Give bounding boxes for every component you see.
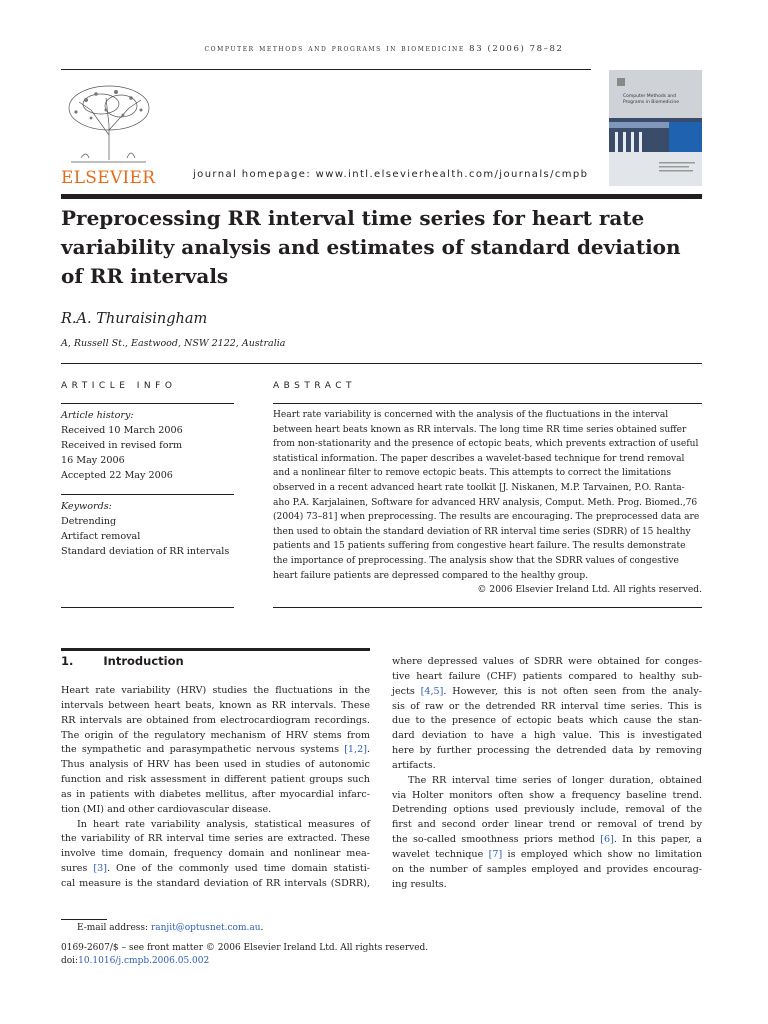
citation-link[interactable]: [6] [600,834,614,846]
title-line: of RR intervals [61,264,229,288]
body-line [392,848,702,863]
abstract-line: observed in a recent advanced heart rate toolkit [J. Niskanen, M.P. Tarvainen, P.O. Ranta- [273,482,685,493]
title-top-rule [61,194,702,199]
footnote-email [61,923,263,933]
keywords-rule [61,494,234,495]
history-item: Accepted 22 May 2006 [61,470,173,481]
citation-link[interactable]: [4,5] [420,685,444,697]
history-item: Received 10 March 2006 [61,425,183,436]
running-head: computer methods and programs in biomedicine 83 (2006) 78–82 [204,44,564,54]
author-name: R.A. Thuraisingham [61,311,208,327]
body-text: . One of the commonly used time domain statisti- [106,863,370,875]
body-line: due to the presence of ectopic beats which cause the stan- [392,715,702,727]
abstract-line: the importance of preprocessing. The analysis show that the SDRR values of congestive [273,555,679,566]
abstract-heading-rule [273,403,702,404]
doi-label: doi: [61,956,79,966]
citation-link[interactable]: [1,2] [344,744,367,756]
body-text: wavelet technique [392,848,489,860]
body-line: via Holter monitors often show a frequency baseline trend. [392,789,702,801]
doi-link[interactable]: 10.1016/j.cmpb.2006.05.002 [78,956,210,966]
keyword-item: Artifact removal [61,531,141,542]
body-line: Detrending options used previously include, removal of the [392,804,702,816]
section-rule [61,648,370,651]
body-line: where depressed values of SDRR were obtained for conges- [392,656,702,667]
article-history [61,408,236,483]
abstract-line: and a nonlinear filter to remove ectopic beats. This attempts to correct the limitations [273,468,671,479]
abstract-text [273,408,702,598]
body-line: tion (MI) and other cardiovascular disease. [61,803,272,815]
abstract-line: heart failure patients are depressed compared to the healthy group. [273,570,589,581]
citation-link[interactable]: [3] [93,863,107,875]
body-line: Thus analysis of HRV has been used in studies of autonomic [61,759,370,771]
body-text: . In this paper, a [613,834,702,846]
body-text: the sympathetic and parasympathetic nervous systems [61,744,345,756]
cover-title: Computer Methods and Programs in Biomedicine [623,94,679,105]
abstract-line: aho P.A. Karjalainen, Software for advanced HRV analysis, Comput. Meth. Prog. Biomed.,76 [273,497,698,508]
journal-homepage[interactable]: journal homepage: www.intl.elsevierhealth.com/journals/cmpb [193,169,589,180]
body-line [392,685,702,700]
intro-left-column [61,684,370,892]
elsevier-tree-logo [61,80,156,170]
info-top-rule [61,363,702,364]
body-line: first and second order linear trend or removal of trend by [392,819,702,831]
section-heading [61,654,184,668]
body-text: is employed which show no limitation [502,848,702,860]
history-item: Received in revised form [61,440,183,451]
body-line: The RR interval time series of longer duration, obtained [408,774,702,786]
body-line: The origin of the regulatory mechanism of HRV stems from [61,729,370,741]
abstract-line: then used to obtain the standard deviation of RR interval time series (SDRR) of 15 healthy [273,526,691,537]
header-rule [61,69,591,70]
footnote-rule [61,919,107,920]
email-label: E-mail address: [77,923,151,933]
body-line: intervals between heart beats, known as RR intervals. These [61,699,370,711]
keywords-label: Keywords: [61,501,112,512]
doi-line [61,956,209,966]
publisher-name: ELSEVIER [61,168,156,188]
article-info-heading: ARTICLE INFO [61,381,177,391]
keyword-item: Standard deviation of RR intervals [61,546,230,557]
body-line: involve time domain, frequency domain and nonlinear mea- [61,848,370,860]
info-bottom-rule [61,607,234,608]
body-line: tive heart failure (CHF) patients compared to healthy sub- [392,670,702,682]
body-line: cal measure is the standard deviation of RR intervals (SDRR), [61,877,370,889]
email-link[interactable]: ranjit@optusnet.com.au [150,923,261,933]
title-line: variability analysis and estimates of standard deviation [61,235,681,259]
history-label: Article history: [61,410,134,421]
issn-line: 0169-2607/$ – see front matter © 2006 Elsevier Ireland Ltd. All rights reserved. [61,943,429,953]
body-line: the variability of RR interval time series are extracted. These [61,833,370,845]
body-line: Heart rate variability (HRV) studies the fluctuations in the [61,685,370,696]
keywords [61,499,236,559]
body-line: the sympathetic and parasympathetic nervous systems [1,2]. [61,744,370,756]
info-heading-rule [61,403,234,404]
abstract-heading: ABSTRACT [273,381,357,391]
abstract-line: patients and 15 patients suffering from congestive heart failure. The results demonstrate [273,541,686,552]
body-line: dard deviation to have a high value. This is investigated [392,730,702,742]
body-line: on the number of samples employed and provides encourag- [392,863,702,875]
abstract-line: between heart beats known as RR intervals. The long time RR time series obtained suffer [273,424,687,435]
body-line: here by further processing the detrended data by removing [392,745,702,757]
author-affiliation: A, Russell St., Eastwood, NSW 2122, Australia [61,338,286,349]
citation-link[interactable]: [7] [488,848,503,860]
journal-cover-image [609,70,702,186]
keyword-item: Detrending [61,516,117,527]
body-line: In heart rate variability analysis, statistical measures of [77,818,370,830]
abstract-line: statistical information. The paper describes a wavelet-based technique for trend removal [273,453,685,464]
body-line [61,862,370,877]
abstract-line: (2004) 73–81] when preprocessing. The results are encouraging. The preprocessed data are [273,512,700,523]
body-line: RR intervals are obtained from electrocardiogram recordings. [61,714,370,726]
body-line: ing results. [392,878,447,890]
article-title [61,204,701,291]
history-item: 16 May 2006 [61,455,125,466]
abstract-line: from non-stationarity and the presence of ectopic beats, which prevents extraction of useful [273,439,699,450]
body-line: as in patients with diabetes mellitus, after myocardial infarc- [61,788,370,800]
intro-right-column [392,655,702,893]
body-text: sures [61,863,94,875]
title-line: Preprocessing RR interval time series for heart rate [61,206,645,230]
body-text: the so-called smoothness priors method [392,834,601,846]
body-line [392,833,702,848]
abstract-copyright: © 2006 Elsevier Ireland Ltd. All rights reserved. [477,585,702,596]
body-text: jects [392,685,421,697]
section-number: 1. [61,654,74,668]
body-line: artifacts. [392,759,436,771]
email-end: . [260,923,264,933]
body-text: . However, this is not often seen from the analy- [443,685,702,697]
abstract-bottom-rule [273,607,702,608]
section-title: Introduction [103,654,184,668]
abstract-line: Heart rate variability is concerned with the analysis of the fluctuations in the interval [273,410,669,420]
body-line: function and risk assessment in different patient groups such [61,774,370,786]
body-line: sis of raw or the detrended RR interval time series. This is [392,700,702,712]
